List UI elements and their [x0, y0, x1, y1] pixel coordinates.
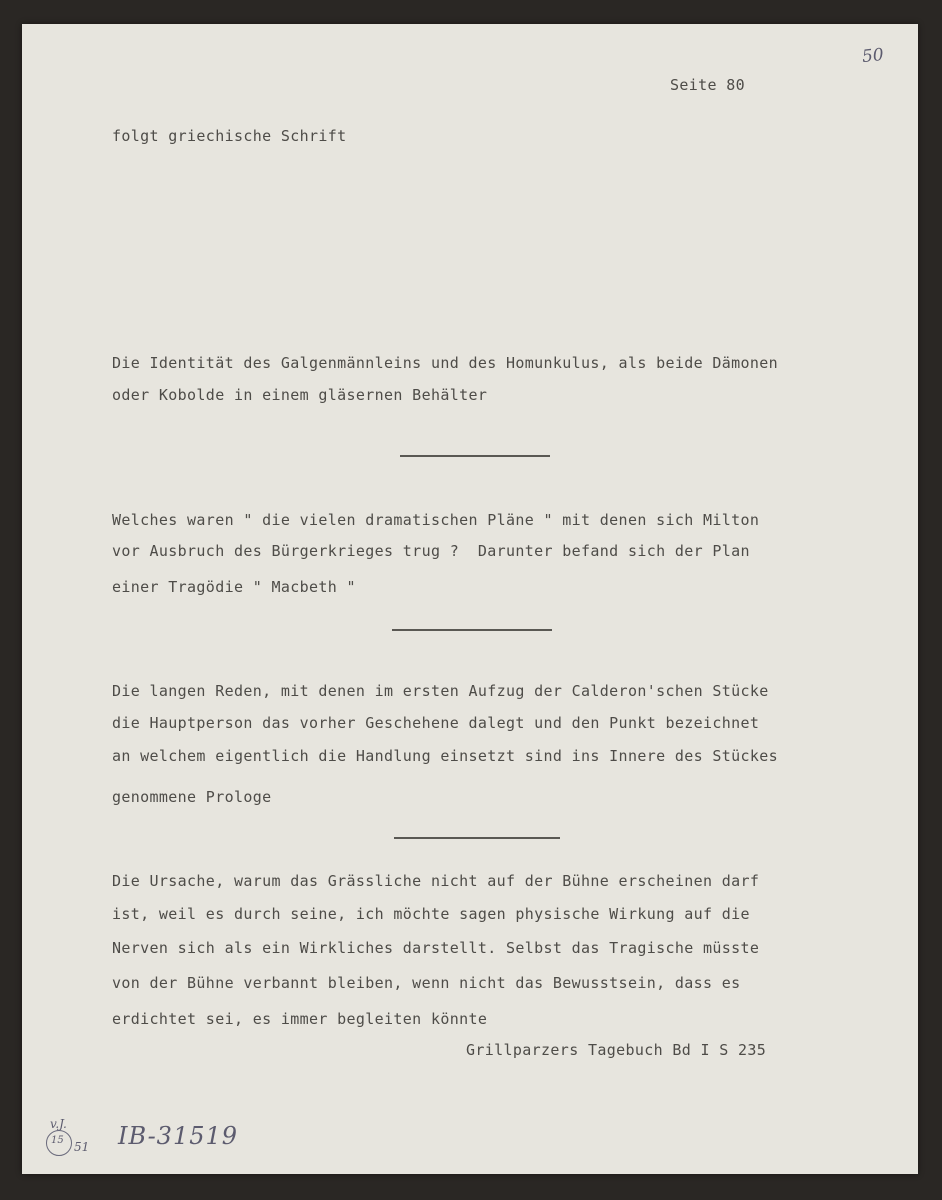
- archive-initials: v.J.: [50, 1117, 67, 1131]
- archive-signature: IB-31519: [118, 1122, 239, 1150]
- paragraph-1-line-2: oder Kobolde in einem gläsernen Behälter: [112, 386, 488, 404]
- document-page: [22, 24, 918, 1174]
- paragraph-3-line-1: Die langen Reden, mit denen im ersten Aufzug der Calderon'schen Stücke: [112, 682, 769, 700]
- note-line: folgt griechische Schrift: [112, 127, 347, 145]
- paragraph-4-line-3: Nerven sich als ein Wirkliches darstellt. Selbst das Tragische müsste: [112, 939, 760, 957]
- separator-rule-1: [400, 455, 550, 457]
- paragraph-3-line-2: die Hauptperson das vorher Geschehene dalegt und den Punkt bezeichnet: [112, 714, 760, 732]
- archive-circled-number: 15: [51, 1135, 64, 1146]
- paragraph-1-line-1: Die Identität des Galgenmännleins und des Homunkulus, als beide Dämonen: [112, 354, 779, 372]
- paragraph-2-line-1: Welches waren " die vielen dramatischen Pläne " mit denen sich Milton: [112, 511, 760, 529]
- paragraph-2-line-3: einer Tragödie " Macbeth ": [112, 578, 356, 596]
- paragraph-3-line-3: an welchem eigentlich die Handlung einsetzt sind ins Innere des Stückes: [112, 747, 779, 765]
- separator-rule-2: [392, 629, 552, 631]
- separator-rule-3: [394, 837, 560, 839]
- archive-suffix: 51: [74, 1140, 90, 1154]
- paragraph-4-line-4: von der Bühne verbannt bleiben, wenn nicht das Bewusstsein, dass es: [112, 974, 741, 992]
- citation: Grillparzers Tagebuch Bd I S 235: [466, 1041, 767, 1059]
- page-label: Seite 80: [670, 76, 746, 94]
- paragraph-4-line-2: ist, weil es durch seine, ich möchte sagen physische Wirkung auf die: [112, 905, 750, 923]
- paragraph-2-line-2: vor Ausbruch des Bürgerkrieges trug ? Darunter befand sich der Plan: [112, 542, 750, 560]
- folio-number: 50: [861, 44, 885, 68]
- paragraph-3-line-4: genommene Prologe: [112, 788, 272, 806]
- paragraph-4-line-5: erdichtet sei, es immer begleiten könnte: [112, 1010, 488, 1028]
- paragraph-4-line-1: Die Ursache, warum das Grässliche nicht auf der Bühne erscheinen darf: [112, 872, 760, 890]
